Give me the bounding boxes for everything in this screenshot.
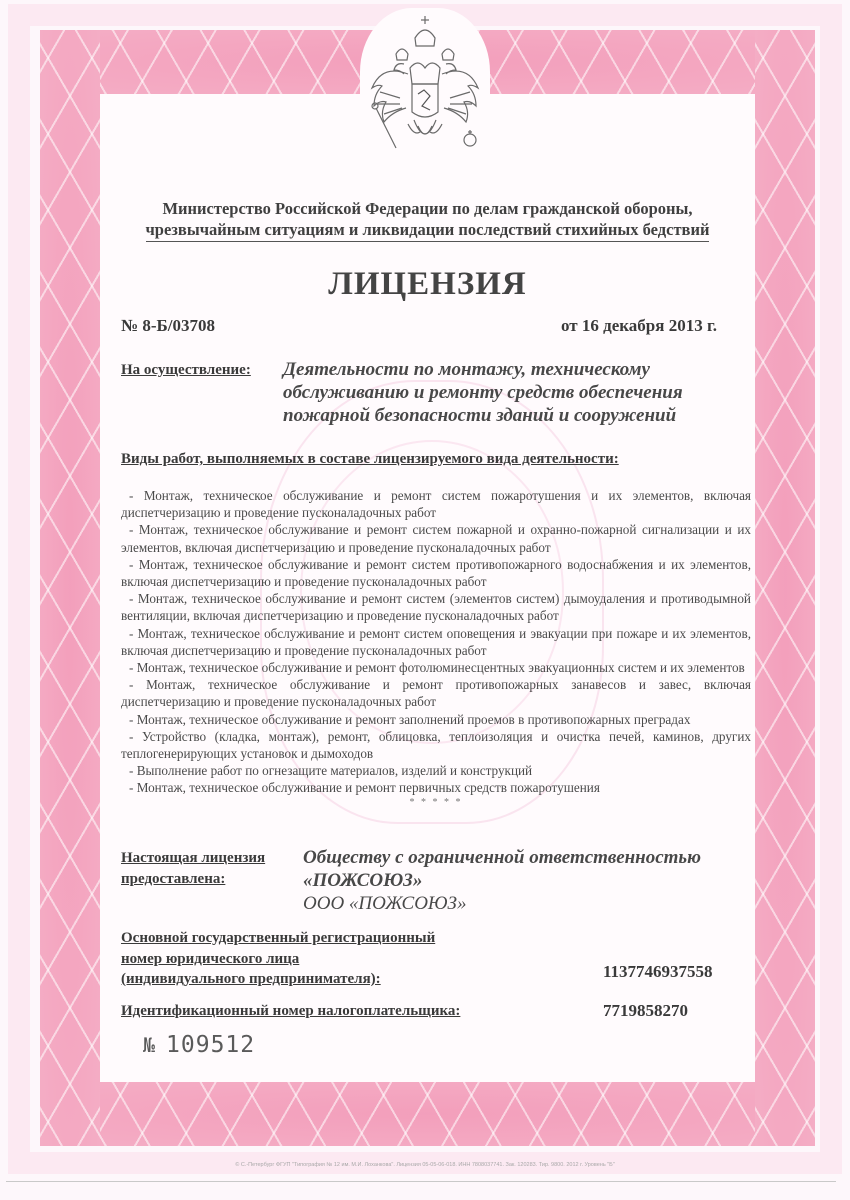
grantee-full-name-line-1: Обществу с ограниченной ответственностью <box>303 847 701 868</box>
licensed-activity <box>283 358 753 427</box>
grantee-short-name: ООО «ПОЖСОЮЗ» <box>303 893 467 914</box>
work-item: - Монтаж, техническое обслуживание и ремонт систем оповещения и эвакуации при пожаре и их элементов, включая диспетчеризацию и проведение пусконаладочных работ <box>121 625 751 658</box>
ogrn-label-line: номер юридического лица <box>121 950 300 967</box>
frame-border-bottom <box>40 1082 815 1146</box>
ogrn-label <box>121 928 435 990</box>
licensed-activity-line: обслуживанию и ремонту средств обеспечения <box>283 382 683 403</box>
work-item: - Выполнение работ по огнезащите материалов, изделий и конструкций <box>129 763 533 779</box>
frame-border-right <box>755 30 815 1146</box>
inn-value: 7719858270 <box>603 1001 688 1020</box>
license-date: от 16 декабря 2013 г. <box>560 316 717 335</box>
work-item: - Монтаж, техническое обслуживание и ремонт систем пожаротушения и их элементов, включая диспетчеризацию и проведение пусконаладочных работ <box>121 488 751 521</box>
serial-prefix: № <box>143 1033 157 1057</box>
grantee-label <box>121 848 265 890</box>
serial-value: 109512 <box>166 1032 256 1058</box>
grantee-label-line: предоставлена: <box>121 871 226 887</box>
ogrn-value: 1137746937558 <box>603 962 713 981</box>
inn-label: Идентификационный номер налогоплательщика: <box>121 1003 461 1019</box>
blank-serial-number <box>143 1032 255 1058</box>
work-item: - Монтаж, техническое обслуживание и ремонт систем противопожарного водоснабжения и их элементов, включая диспетчеризацию и проведение пусконаладочных работ <box>121 556 751 590</box>
ogrn-label-line: (индивидуального предпринимателя): <box>121 971 381 987</box>
license-number: № 8-Б/03708 <box>121 316 215 335</box>
purpose-label: На осуществление: <box>121 362 251 378</box>
ogrn-label-line: Основной государственный регистрационный <box>121 930 436 946</box>
printer-imprint: © С.-Петербург ФГУП "Типография № 12 им. М.И. Лоханкова". Лицензия 05-05-06-018. ИНН 7808037741. Зак. 120283. Тир. 9800. 2012 г. Уровень "Б" <box>235 1162 615 1168</box>
section-separator: * * * * * <box>409 796 463 808</box>
works-heading: Виды работ, выполняемых в составе лицензируемого вида деятельности: <box>121 451 619 467</box>
work-item: - Монтаж, техническое обслуживание и ремонт заполнений проемов в противопожарных преградах <box>129 711 691 727</box>
work-item: - Монтаж, техническое обслуживание и ремонт первичных средств пожаротушения <box>129 780 600 796</box>
issuing-authority <box>110 198 745 242</box>
work-item: - Монтаж, техническое обслуживание и ремонт фотолюминесцентных эвакуационных систем и их элементов <box>129 660 745 676</box>
grantee-name <box>303 846 753 915</box>
scan-edge-line <box>6 1181 836 1182</box>
licensed-activity-line: Деятельности по монтажу, техническому <box>283 359 650 380</box>
document-title: ЛИЦЕНЗИЯ <box>328 266 527 302</box>
grantee-label-line: Настоящая лицензия <box>121 850 266 866</box>
works-list <box>121 487 751 809</box>
coat-of-arms-icon <box>360 8 490 168</box>
ministry-line-1: Министерство Российской Федерации по делам гражданской обороны, <box>162 199 693 218</box>
frame-border-left <box>40 30 100 1146</box>
licensed-activity-line: пожарной безопасности зданий и сооружений <box>283 405 677 426</box>
work-item: - Монтаж, техническое обслуживание и ремонт систем (элементов систем) дымоудаления и противодымной вентиляции, включая диспетчеризацию и проведение пусконаладочных работ <box>121 591 751 624</box>
work-item: - Устройство (кладка, монтаж), ремонт, облицовка, теплоизоляция и очистка печей, каминов, других теплогенерирующих установок и дымоходов <box>121 728 751 762</box>
work-item: - Монтаж, техническое обслуживание и ремонт противопожарных занавесов и завес, включая диспетчеризацию и проведение пусконаладочных работ <box>121 677 751 710</box>
ministry-line-2: чрезвычайным ситуациям и ликвидации последствий стихийных бедствий <box>146 219 710 242</box>
work-item: - Монтаж, техническое обслуживание и ремонт систем пожарной и охранно-пожарной сигнализации и их элементов, включая диспетчеризацию и проведение пусконаладочных работ <box>121 522 751 555</box>
grantee-full-name-line-2: «ПОЖСОЮЗ» <box>303 870 423 891</box>
